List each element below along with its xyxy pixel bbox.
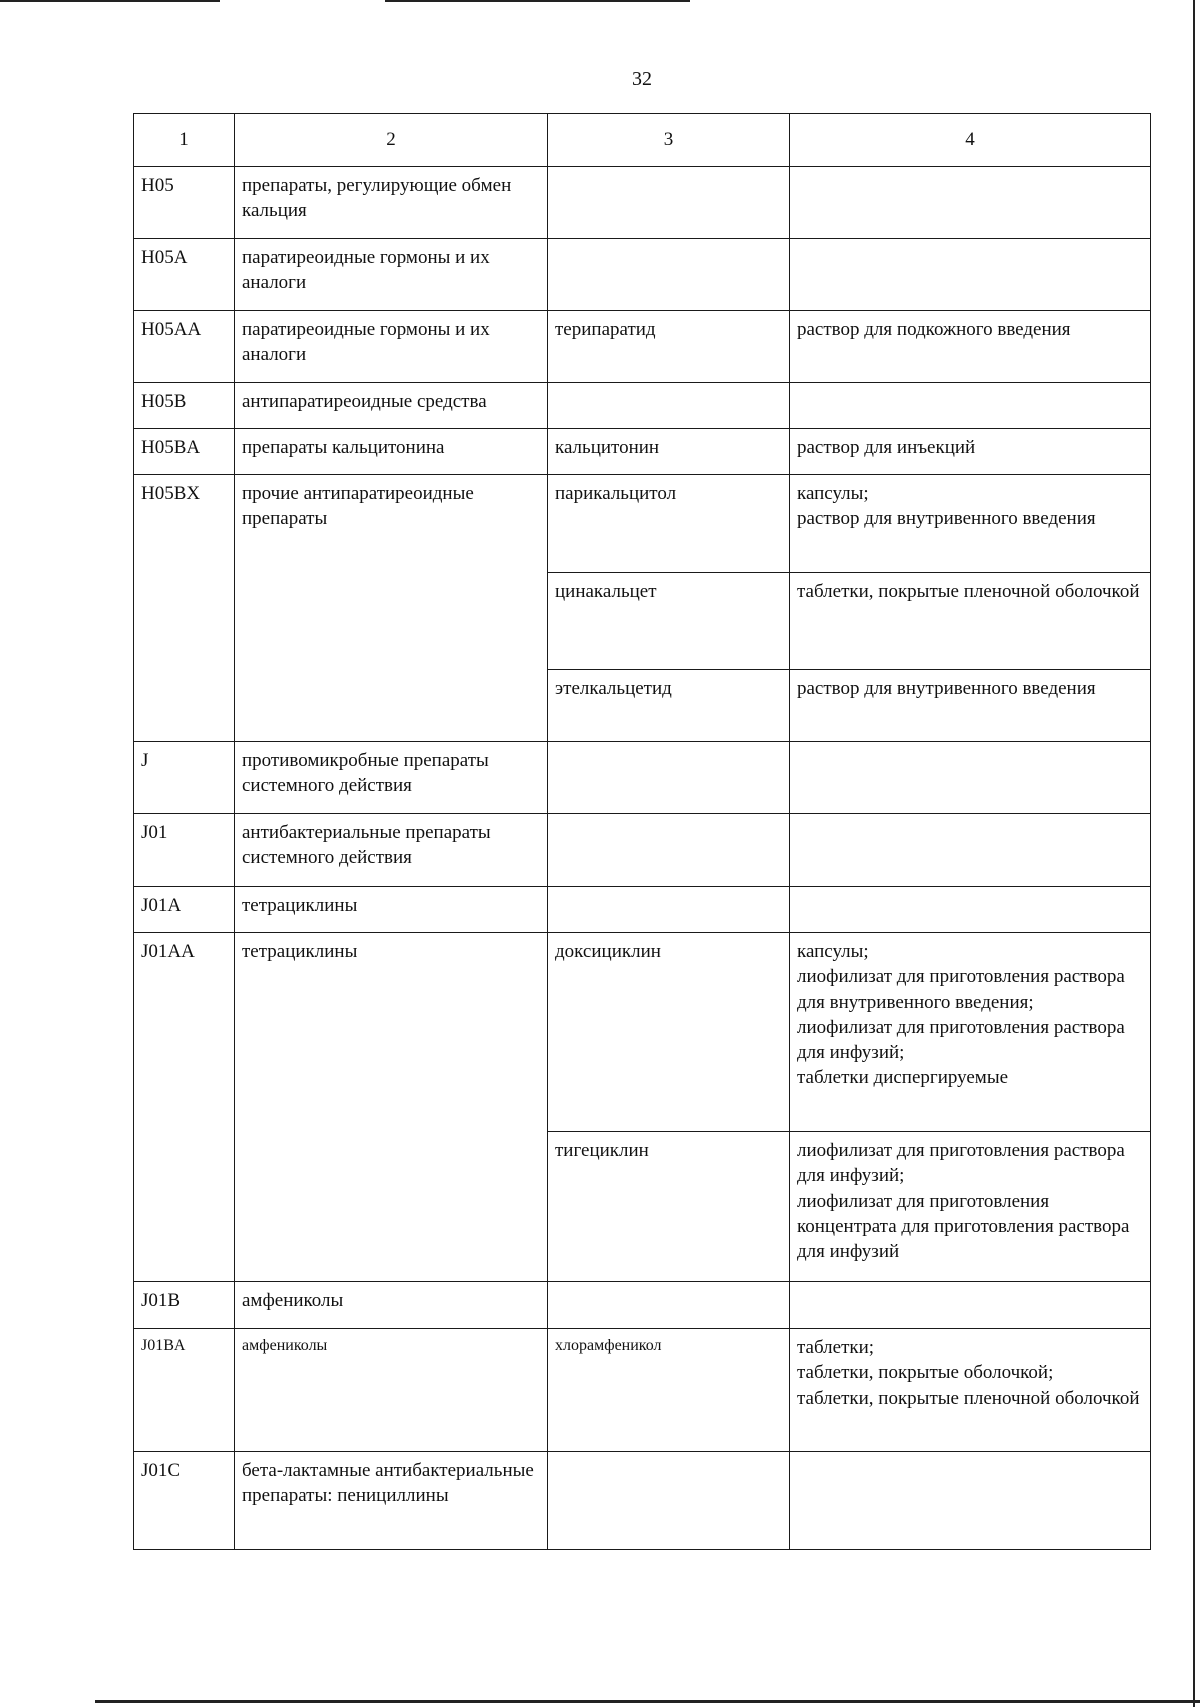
drug-name [548,814,790,887]
dosage-form [790,239,1151,311]
drug-name: доксициклин [548,933,790,1132]
group-name: препараты, регулирующие обмен кальция [235,167,548,239]
drug-name [548,167,790,239]
atc-code: J01BA [134,1329,235,1452]
group-name: противомикробные препараты системного действия [235,742,548,814]
atc-code: H05AA [134,311,235,383]
scan-artifact-top-center [385,0,690,2]
table-row [134,239,1151,311]
drug-name: терипаратид [548,311,790,383]
cell-line: раствор для внутривенного введения [797,508,1096,530]
drug-name [548,1282,790,1329]
cell-line: таблетки диспергируемые [797,1067,1009,1089]
drug-name: цинакальцет [548,573,790,670]
dosage-form [790,167,1151,239]
cell-line: капсулы; [797,941,869,962]
atc-code: H05B [134,383,235,429]
cell-line: лиофилизат для приготовления раствора для инфузий; [797,1016,1125,1064]
table-row [134,814,1151,887]
dosage-form [790,814,1151,887]
dosage-form [790,1132,1151,1282]
dosage-form [790,742,1151,814]
dosage-form: раствор для инъекций [790,429,1151,475]
drug-name [548,383,790,429]
cell-line: таблетки; [797,1337,875,1358]
atc-code: J [134,742,235,814]
table-row [134,383,1151,429]
dosage-form [790,887,1151,933]
dosage-form [790,383,1151,429]
column-header-2: 2 [235,114,548,167]
dosage-form: таблетки, покрытые пленочной оболочкой [790,573,1151,670]
cell-line: капсулы; [797,483,869,504]
drug-name [548,742,790,814]
group-name: паратиреоидные гормоны и их аналоги [235,311,548,383]
dosage-form [790,475,1151,573]
dosage-form [790,1329,1151,1452]
scan-artifact-right-edge [1193,0,1195,1707]
atc-code: H05BX [134,475,235,742]
table-row [134,887,1151,933]
table-row [134,1282,1151,1329]
group-name: тетрациклины [235,933,548,1282]
table-row [134,475,1151,573]
table-row [134,742,1151,814]
cell-line: лиофилизат для приготовления концентрата для приготовления раствора для инфузий [797,1190,1130,1263]
column-header-3: 3 [548,114,790,167]
drug-name [548,239,790,311]
table-row [134,1329,1151,1452]
group-name: паратиреоидные гормоны и их аналоги [235,239,548,311]
atc-code: H05A [134,239,235,311]
cell-line: лиофилизат для приготовления раствора для инфузий; [797,1140,1125,1187]
page-number: 32 [632,68,652,90]
group-name: антибактериальные препараты системного действия [235,814,548,887]
dosage-form: раствор для подкожного введения [790,311,1151,383]
drug-table [133,113,1151,1550]
drug-name: кальцитонин [548,429,790,475]
group-name: амфениколы [235,1329,548,1452]
drug-name: тигециклин [548,1132,790,1282]
atc-code: H05BA [134,429,235,475]
group-name: тетрациклины [235,887,548,933]
atc-code: J01B [134,1282,235,1329]
column-header-4: 4 [790,114,1151,167]
dosage-form [790,1282,1151,1329]
table-row [134,429,1151,475]
dosage-form [790,933,1151,1132]
drug-name: этелкальцетид [548,670,790,742]
cell-line: таблетки, покрытые оболочкой; [797,1362,1054,1384]
table-row [134,933,1151,1132]
group-name: амфениколы [235,1282,548,1329]
dosage-form: раствор для внутривенного введения [790,670,1151,742]
drug-name [548,887,790,933]
group-name: антипаратиреоидные средства [235,383,548,429]
atc-code: J01 [134,814,235,887]
scan-artifact-bottom [95,1700,1200,1703]
drug-name [548,1452,790,1550]
table-row [134,1452,1151,1550]
atc-code: J01C [134,1452,235,1550]
group-name: препараты кальцитонина [235,429,548,475]
group-name: бета-лактамные антибактериальные препараты: пенициллины [235,1452,548,1550]
atc-code: H05 [134,167,235,239]
table-row [134,311,1151,383]
table-header-row [134,114,1151,167]
cell-line: таблетки, покрытые пленочной оболочкой [797,1387,1140,1409]
atc-code: J01A [134,887,235,933]
atc-code: J01AA [134,933,235,1282]
drug-name: парикальцитол [548,475,790,573]
drug-name: хлорамфеникол [548,1329,790,1452]
column-header-1: 1 [134,114,235,167]
cell-line: лиофилизат для приготовления раствора для внутривенного введения; [797,966,1125,1013]
dosage-form [790,1452,1151,1550]
scan-artifact-top-left [0,0,220,2]
table-row [134,167,1151,239]
group-name: прочие антипаратиреоидные препараты [235,475,548,742]
